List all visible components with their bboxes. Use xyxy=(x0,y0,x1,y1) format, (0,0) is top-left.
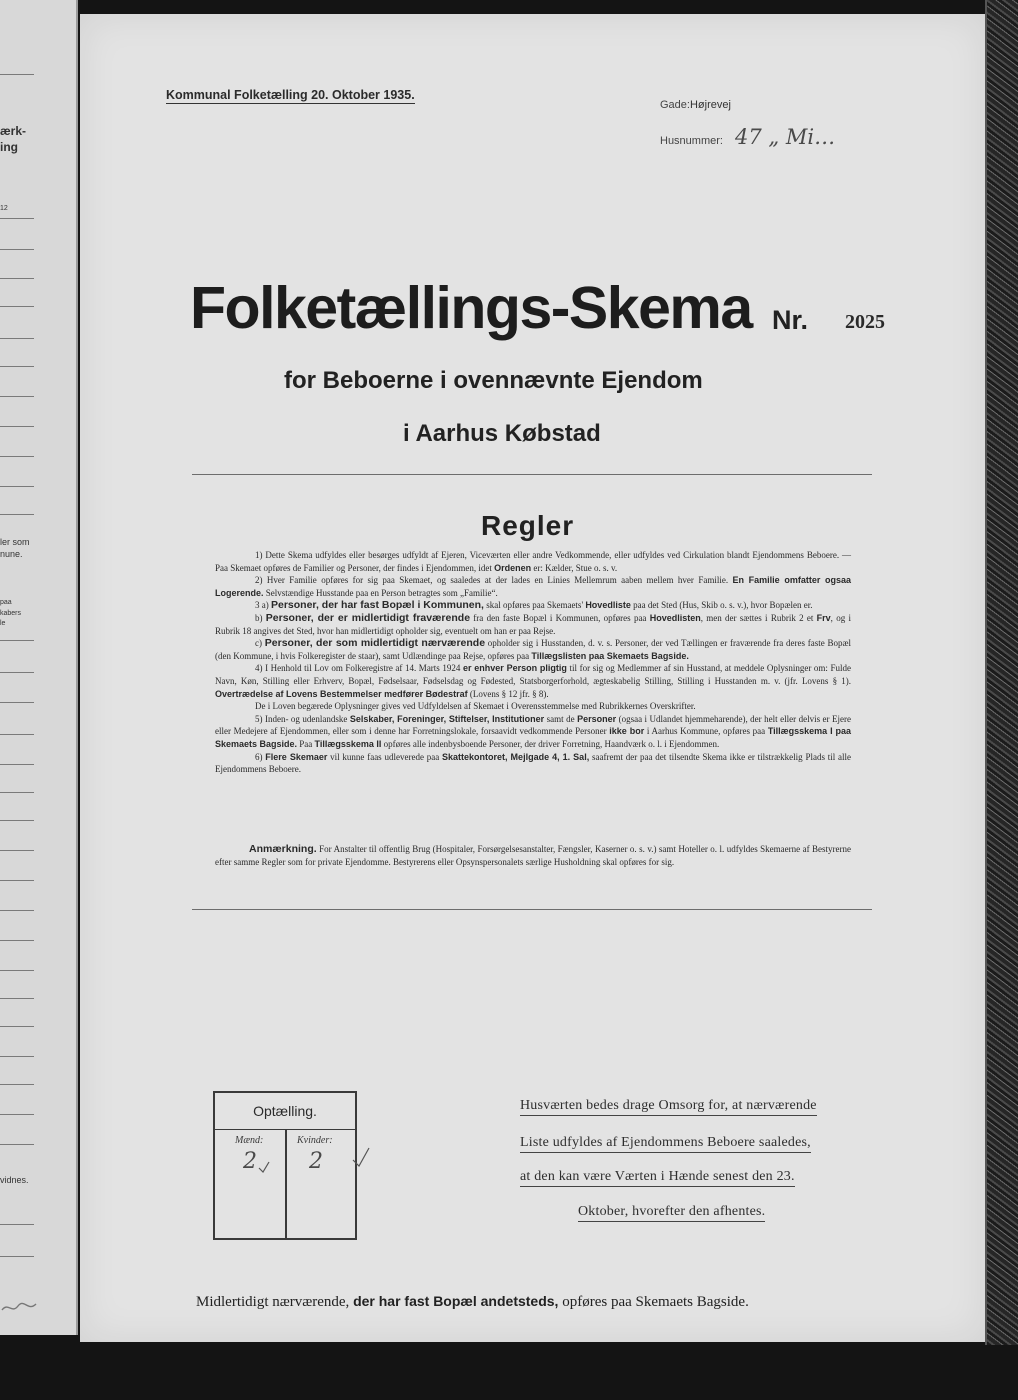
form-rule xyxy=(0,249,34,250)
fragment-text: ing xyxy=(0,140,18,154)
divider xyxy=(192,909,872,910)
rule-text: saafremt der paa det tilsendte Skema ikke er tilstrækkelig Plads til alle Ejendommens Beboere. xyxy=(215,751,852,775)
rule-text: c) xyxy=(255,638,265,649)
rule-emphasis: Hovedlisten xyxy=(649,612,701,623)
landlord-notice-line: Liste udfyldes af Ejendommens Beboere saaledes, xyxy=(520,1135,811,1153)
form-rule xyxy=(0,792,34,793)
rules-body xyxy=(215,549,851,776)
women-count: 2 xyxy=(309,1149,323,1174)
footer-text: opføres paa Skemaets Bagside. xyxy=(558,1294,749,1310)
footer-emphasis: der har fast Bopæl andetsteds, xyxy=(353,1293,559,1309)
rule-text: 1) Dette Skema udfyldes eller besørges udfyldt af Ejeren, Viceværten eller andre Vedkommende, eller udfyldes ved Cirkulation blandt Ejendommens Beboere. — Paa Skemaet opføres de Familier og Personer, der findes i Ejendommen, idet xyxy=(215,550,851,573)
rule-emphasis: Tillægslisten paa Skemaets Bagside. xyxy=(531,650,689,661)
rule-text: samt de xyxy=(544,713,578,724)
form-rule xyxy=(0,426,34,427)
house-number-value: 47 „ Mi… xyxy=(734,125,836,149)
fragment-text: paa xyxy=(0,599,12,606)
fragment-text: le xyxy=(0,620,6,627)
form-rule xyxy=(0,820,34,821)
rule-text: 3 a) xyxy=(255,600,271,611)
rule-3a xyxy=(215,599,851,612)
rule-text: (ogsaa i Udlandet hjemmeharende), der helt eller delvis er Ejere eller Medejere af Ejendommen, eller som i denne har Forretningslokale, forsaavidt vedkommende Personer xyxy=(215,713,851,737)
footer-note xyxy=(196,1293,749,1311)
form-rule xyxy=(0,640,34,641)
pen-checkmark-icon xyxy=(255,1142,375,1182)
remark-paragraph xyxy=(215,843,851,868)
form-rule xyxy=(0,940,34,941)
fragment-text: nune. xyxy=(0,549,23,559)
rule-heading-text: Personer, der som midlertidigt nærværende xyxy=(264,637,486,650)
rule-text: skal opføres paa Skemaets' xyxy=(483,600,586,611)
rule-emphasis: En Familie omfatter ogsaa Logerende. xyxy=(215,575,851,598)
form-rule xyxy=(0,970,34,971)
form-rule xyxy=(0,306,34,307)
fragment-text: kabers xyxy=(0,610,22,617)
divider xyxy=(192,474,872,475)
rule-text: Paa xyxy=(297,738,315,749)
house-number-label: Husnummer: xyxy=(660,135,723,147)
rule-emphasis: Ordenen xyxy=(494,562,532,573)
fragment-text: ler som xyxy=(0,537,30,547)
rules-heading: Regler xyxy=(481,510,575,541)
rule-2 xyxy=(215,574,851,599)
form-rule xyxy=(0,74,34,75)
rule-text: b) xyxy=(255,612,266,623)
rule-text: til for sig og Medlemmer af sin Husstand, at meddele Oplysninger om: Fulde Navn, Køn, Stilling eller Erhverv, Bopæl, Fødselsaar, Fødselsdag og Fødested, Statsborgerforhold, ægteskabelig Stilling, Stilling i Husstanden m. v. (jfr. Lovens § 1). xyxy=(215,663,851,686)
rule-6 xyxy=(215,751,851,776)
rule-text: opføres alle indenbysboende Personer, der driver Forretning, Haandværk o. l. i Ejendommen. xyxy=(381,738,720,749)
rule-text: (Lovens § 12 jfr. § 8). xyxy=(467,688,549,699)
rule-3b xyxy=(215,612,851,637)
remark-text: For Anstalter til offentlig Brug (Hospitaler, Forsørgelsesanstalter, Fængsler, Kaserner o. s. v.) samt Hoteller o. l. udfyldes Skemaerne af Bestyrerne efter samme Regler som for private Ejendomme. Bestyrerens eller Opsynspersonalets særlige Husholdning skal opføres for sig. xyxy=(215,844,851,867)
rule-5 xyxy=(215,713,851,751)
rule-emphasis: Selskaber, Foreninger, Stiftelser, Institutioner xyxy=(349,713,545,724)
rule-emphasis: Skattekontoret, Mejlgade 4, 1. Sal, xyxy=(442,751,590,762)
book-binding xyxy=(985,0,1018,1345)
form-rule xyxy=(0,1056,34,1057)
rule-text: paa det Sted (Hus, Skib o. s. v.), hvor Bopælen er. xyxy=(630,600,813,611)
women-label: Kvinder: xyxy=(297,1135,333,1146)
form-rule xyxy=(0,456,34,457)
fragment-text: ærk- xyxy=(0,124,27,138)
rule-emphasis: Tillægsskema II xyxy=(314,738,382,749)
rule-text: i Aarhus Kommune, opføres paa xyxy=(644,726,768,737)
men-label: Mænd: xyxy=(235,1135,264,1146)
rule-text: vil kunne faas udleverede paa xyxy=(327,751,443,762)
count-box-title: Optælling. xyxy=(253,1103,317,1119)
men-count: 2 xyxy=(243,1149,257,1174)
rule-text: er: Kælder, Stue o. s. v. xyxy=(531,562,618,573)
rule-emphasis: Hovedliste xyxy=(585,600,631,611)
street-label: Gade: xyxy=(660,99,690,111)
form-rule xyxy=(0,218,34,219)
form-rule xyxy=(0,880,34,881)
rule-emphasis: Frv xyxy=(816,612,831,623)
rule-emphasis: ikke bor xyxy=(609,726,645,737)
rule-text: 6) xyxy=(255,751,266,762)
form-rule xyxy=(0,366,34,367)
rule-heading-text: Personer, der har fast Bopæl i Kommunen, xyxy=(271,599,484,612)
form-rule xyxy=(0,1084,34,1085)
census-title: Kommunal Folketælling 20. Oktober 1935. xyxy=(166,88,415,102)
form-rule xyxy=(0,1224,34,1225)
rule-4 xyxy=(215,662,851,700)
rule-emphasis: Tillægsskema I paa Skemaets Bagside. xyxy=(215,726,851,749)
form-rule xyxy=(0,910,34,911)
rule-text: 5) Inden- og udenlandske xyxy=(255,713,350,724)
rule-emphasis: Personer xyxy=(577,713,617,724)
form-rule xyxy=(0,672,34,673)
form-rule xyxy=(0,486,34,487)
rule-text: fra den faste Bopæl i Kommunen, opføres paa xyxy=(470,612,650,623)
footer-text: Midlertidigt nærværende, xyxy=(196,1294,354,1310)
rule-text: opholder sig i Husstanden, d. v. s. Personer, der ved Tællingen er fraværende fra deres faste Bopæl (den Kommune, i hvis Folkeregister de staar), samt Udlændinge paa Rejse, opføres paa xyxy=(215,638,852,661)
form-rule xyxy=(0,396,34,397)
fragment-text: 12 xyxy=(0,205,8,212)
rule-emphasis: er enhver Person pligtig xyxy=(462,663,567,674)
previous-page-strip xyxy=(0,0,78,1335)
rule-4-note xyxy=(215,700,851,713)
ink-scribble-icon xyxy=(0,1296,40,1318)
form-rule xyxy=(0,1114,34,1115)
rule-text: , men der sættes i Rubrik 2 et xyxy=(700,612,817,623)
rule-text: 2) Hver Familie opføres for sig paa Skemaet, og saaledes at der lades en Linies Mellemrum aaben mellem hver Familie. xyxy=(255,575,733,586)
form-location: i Aarhus Købstad xyxy=(403,420,601,447)
rule-text: 4) I Henhold til Lov om Folkeregistre af 14. Marts 1924 xyxy=(255,663,463,674)
form-rule xyxy=(0,764,34,765)
street-value: Højrevej xyxy=(689,99,731,111)
rule-text: , og i Rubrik 18 angives det Sted, hvor han midlertidigt opholder sig, eventuelt om han er paa Rejse. xyxy=(215,612,851,636)
form-rule xyxy=(0,338,34,339)
house-number-field xyxy=(660,125,835,149)
form-rule xyxy=(0,1144,34,1145)
rule-text: De i Loven begærede Oplysninger gives ved Udfyldelsen af Skemaet i Overensstemmelse med Rubrikkernes Overskrifter. xyxy=(255,701,696,712)
rule-1 xyxy=(215,549,851,574)
form-rule xyxy=(0,1256,34,1257)
form-number-label: Nr. xyxy=(772,305,809,335)
form-rule xyxy=(0,998,34,999)
remark-label: Anmærkning. xyxy=(249,843,317,855)
form-rule xyxy=(0,702,34,703)
form-rule xyxy=(0,278,34,279)
landlord-notice-line: Oktober, hvorefter den afhentes. xyxy=(578,1204,765,1222)
rule-3c xyxy=(215,637,851,662)
rule-heading-text: Personer, der er midlertidigt fraværende xyxy=(265,611,471,624)
form-rule xyxy=(0,514,34,515)
landlord-notice-line: Husværten bedes drage Omsorg for, at nærværende xyxy=(520,1098,817,1116)
rule-emphasis: Flere Skemaer xyxy=(265,751,328,762)
street-field xyxy=(660,95,731,113)
rule-text: Selvstændige Husstande paa en Person betragtes som „Familie“. xyxy=(263,587,498,598)
form-title: Folketællings-Skema xyxy=(190,275,752,341)
form-rule xyxy=(0,1026,34,1027)
form-number-value: 2025 xyxy=(845,311,885,333)
form-rule xyxy=(0,734,34,735)
fragment-text: vidnes. xyxy=(0,1175,29,1185)
landlord-notice-line: at den kan være Værten i Hænde senest den 23. xyxy=(520,1169,795,1187)
form-rule xyxy=(0,850,34,851)
form-subtitle: for Beboerne i ovennævnte Ejendom xyxy=(284,367,703,394)
rule-emphasis: Overtrædelse af Lovens Bestemmelser medfører Bødestraf xyxy=(215,688,468,699)
